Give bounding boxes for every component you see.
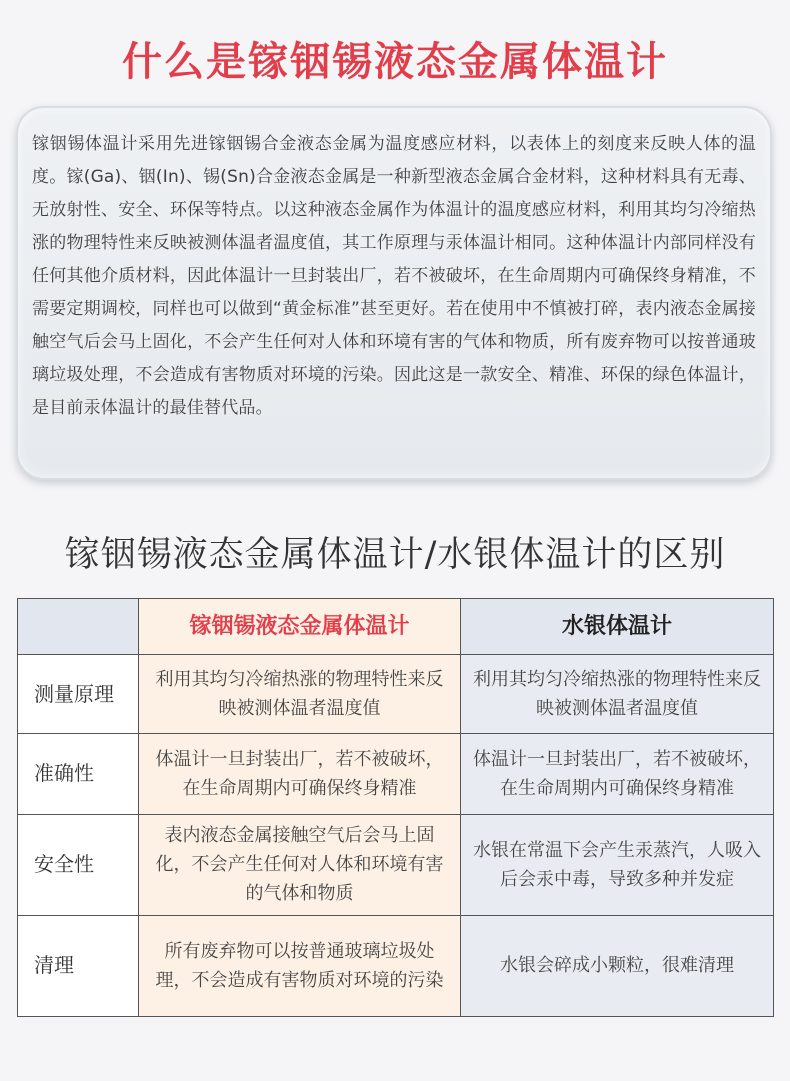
header-blank-cell [18, 599, 139, 655]
header-mercury-thermometer: 水银体温计 [461, 599, 774, 655]
row-label: 清理 [18, 915, 139, 1016]
row-label: 准确性 [18, 734, 139, 814]
liquid-metal-cell: 利用其均匀冷缩热涨的物理特性来反映被测体温者温度值 [139, 655, 461, 734]
comparison-table [17, 598, 774, 1017]
intro-paragraph: 镓铟锡体温计采用先进镓铟锡合金液态金属为温度感应材料，以表体上的刻度来反映人体的温度。镓(Ga)、铟(In)、锡(Sn)合金液态金属是一种新型液态金属合金材料，这种材料具有无毒、无放射性、安全、环保等特点。以这种液态金属作为体温计的温度感应材料，利用其均匀冷缩热涨的物理特性来反映被测体温者温度值，其工作原理与汞体温计相同。这种体温计内部同样没有任何其他介质材料，因此体温计一旦封装出厂，若不被破坏，在生命周期内可确保终身精准，不需要定期调校，同样也可以做到“黄金标准”甚至更好。若在使用中不慎被打碎，表内液态金属接触空气后会马上固化，不会产生任何对人体和环境有害的气体和物质，所有废弃物可以按普通玻璃垃圾处理，不会造成有害物质对环境的污染。因此这是一款安全、精准、环保的绿色体温计，是目前汞体温计的最佳替代品。 [32, 134, 756, 418]
table-row [18, 814, 774, 915]
row-label: 测量原理 [18, 655, 139, 734]
table-row [18, 915, 774, 1016]
row-label: 安全性 [18, 814, 139, 915]
table-header-row [18, 599, 774, 655]
mercury-cell: 体温计一旦封装出厂，若不被破坏，在生命周期内可确保终身精准 [461, 734, 774, 814]
mercury-cell: 利用其均匀冷缩热涨的物理特性来反映被测体温者温度值 [461, 655, 774, 734]
page-title: 什么是镓铟锡液态金属体温计 [122, 39, 668, 85]
table-row [18, 655, 774, 734]
mercury-cell: 水银会碎成小颗粒，很难清理 [461, 915, 774, 1016]
liquid-metal-cell: 所有废弃物可以按普通玻璃垃圾处理，不会造成有害物质对环境的污染 [139, 915, 461, 1016]
table-row [18, 734, 774, 814]
liquid-metal-cell: 表内液态金属接触空气后会马上固化，不会产生任何对人体和环境有害的气体和物质 [139, 814, 461, 915]
mercury-cell: 水银在常温下会产生汞蒸汽，人吸入后会汞中毒，导致多种并发症 [461, 814, 774, 915]
comparison-title: 镓铟锡液态金属体温计/水银体温计的区别 [64, 535, 726, 575]
liquid-metal-cell: 体温计一旦封装出厂，若不被破坏，在生命周期内可确保终身精准 [139, 734, 461, 814]
header-liquid-metal-thermometer: 镓铟锡液态金属体温计 [139, 599, 461, 655]
intro-card [16, 106, 772, 480]
